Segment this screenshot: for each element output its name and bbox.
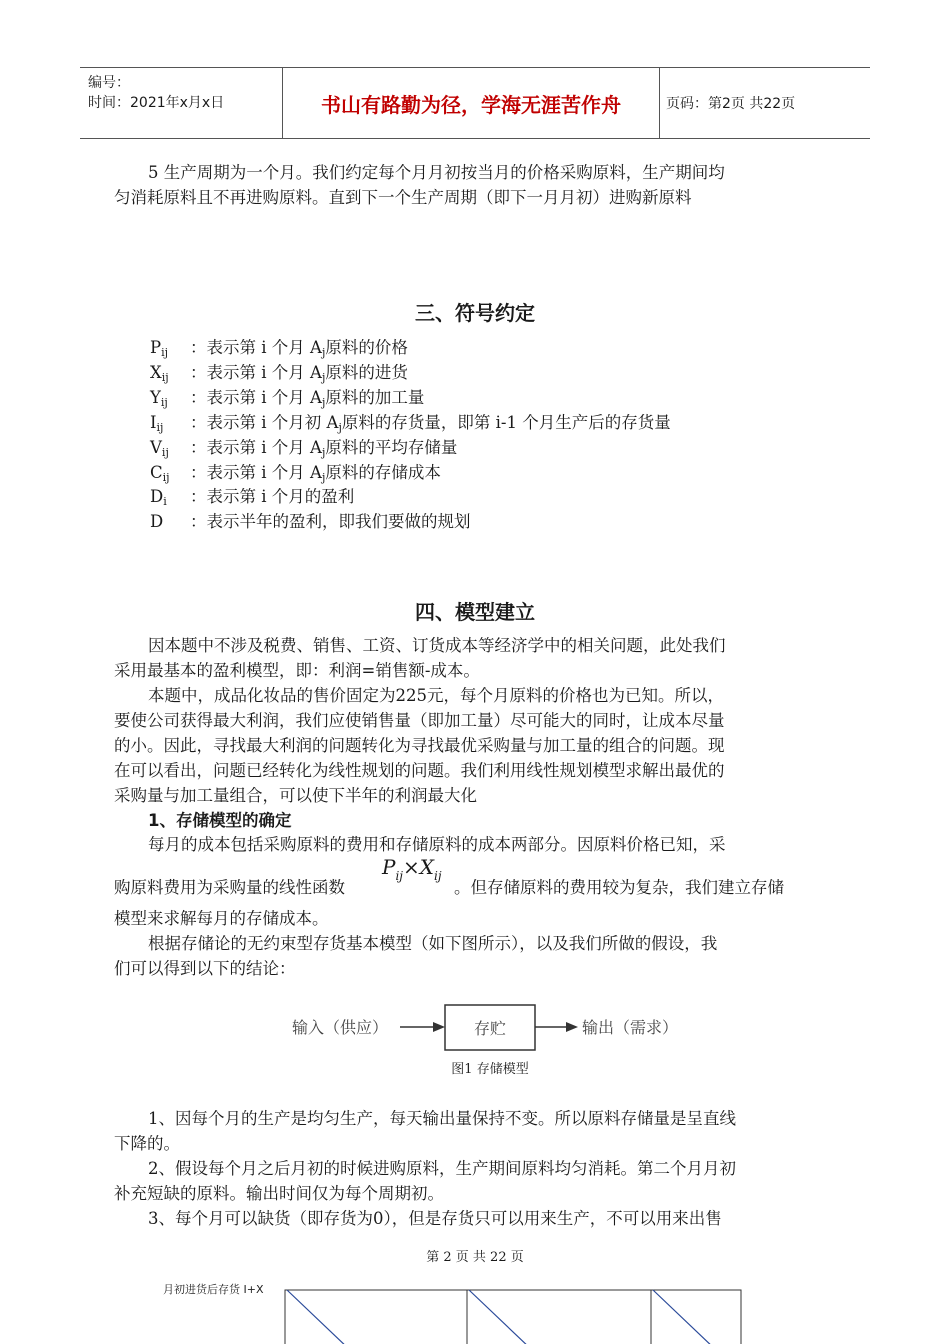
symbol-letter: P: [150, 338, 162, 357]
symbol-a-subscript: j: [321, 346, 326, 359]
symbol-desc: ：表示第 i 个月 A: [190, 388, 322, 407]
para3-line1: 每月的成本包括采购原料的费用和存储原料的成本两部分。因原料价格已知，采: [148, 835, 726, 854]
symbol-code: [150, 385, 190, 412]
subsection1-title: 1、存储模型的确定: [148, 811, 292, 830]
paragraph-line: 要使公司获得最大利润，我们应使销售量（即加工量）尽可能大的同时，让成本尽量: [114, 711, 725, 730]
number-label: 编号：: [88, 75, 130, 91]
symbol-subscript: ij: [161, 371, 169, 384]
formula-times: ×: [403, 855, 420, 879]
inventory-decline-line-2: [469, 1290, 532, 1344]
symbol-code: [150, 360, 190, 387]
paragraph-line: 本题中，成品化妆品的售价固定为225元，每个月原料的价格也为已知。所以，: [148, 686, 724, 705]
symbol-a-subscript: j: [321, 471, 326, 484]
symbol-letter: D: [150, 487, 164, 506]
page-footer: 第 2 页 共 22 页: [426, 1250, 524, 1265]
symbol-desc-rest: 原料的价格: [325, 338, 408, 357]
formula-p-sub: ij: [395, 869, 404, 883]
symbol-desc: ：表示第 i 个月 A: [190, 338, 322, 357]
assumption5-line1: 5 生产周期为一个月。我们约定每个月月初按当月的价格采购原料，生产期间均: [148, 163, 725, 182]
paragraph-line: 根据存储论的无约束型存货基本模型（如下图所示），以及我们所做的假设，我: [148, 934, 718, 953]
symbol-subscript: ij: [162, 471, 170, 484]
symbol-code: [150, 435, 190, 462]
symbol-row: [150, 509, 471, 536]
symbol-desc: ：表示半年的盈利，即我们要做的规划: [190, 512, 471, 531]
assumption5-line2: 匀消耗原料且不再进购原料。直到下一个生产周期（即下一月月初）进购新原料: [114, 188, 692, 207]
page-header: [80, 67, 870, 139]
formula-x: X: [419, 855, 435, 879]
inventory-chart-partial: [0, 1276, 950, 1344]
symbol-a-subscript: j: [321, 371, 326, 384]
diagram-output-label: 输出（需求）: [582, 1018, 679, 1037]
symbol-row: [150, 460, 441, 487]
formula-p: P: [382, 855, 396, 879]
section3-title: 三、符号约定: [415, 301, 535, 325]
paragraph-line: 采用最基本的盈利模型，即：利润=销售额-成本。: [114, 661, 480, 680]
symbol-desc-rest: 原料的存储成本: [325, 463, 441, 482]
paragraph-line: 采购量与加工量组合，可以使下半年的利润最大化: [114, 786, 477, 805]
symbol-a-subscript: j: [321, 396, 326, 409]
inventory-decline-line-1: [287, 1290, 350, 1344]
symbol-letter: Y: [150, 388, 161, 407]
para3-line2-pre: 购原料费用为采购量的线性函数: [114, 878, 345, 897]
paragraph-line: 3、每个月可以缺货（即存货为0），但是存货只可以用来生产，不可以用来出售: [148, 1209, 722, 1228]
symbol-letter: I: [150, 413, 157, 432]
symbol-letter: X: [150, 363, 162, 382]
symbol-subscript: ij: [156, 421, 164, 434]
paragraph-line: 们可以得到以下的结论：: [114, 959, 296, 978]
symbol-letter: D: [150, 512, 164, 531]
symbol-code: [150, 335, 190, 362]
diagram-input-label: 输入（供应）: [292, 1018, 389, 1037]
paragraph-line: 因本题中不涉及税费、销售、工资、订货成本等经济学中的相关问题，此处我们: [148, 636, 726, 655]
inventory-decline-line-3: [653, 1290, 716, 1344]
diagram-caption: 图1 存储模型: [451, 1062, 529, 1077]
symbol-desc: ：表示第 i 个月 A: [190, 438, 322, 457]
symbol-desc-rest: 原料的进货: [325, 363, 408, 382]
para3-line2-post: 。但存储原料的费用较为复杂，我们建立存储: [454, 878, 784, 897]
symbol-a-subscript: j: [321, 446, 326, 459]
paragraph-line: 下降的。: [114, 1134, 180, 1153]
symbol-row: [150, 335, 408, 362]
diagram-arrow-out-head: [566, 1022, 578, 1032]
symbol-letter: V: [150, 438, 162, 457]
symbol-row: [150, 410, 671, 437]
symbol-subscript: ij: [161, 446, 169, 459]
symbol-desc: ：表示第 i 个月 A: [190, 363, 322, 382]
symbol-letter: C: [150, 463, 163, 482]
storage-model-diagram: [0, 995, 950, 1085]
symbol-subscript: ij: [160, 396, 168, 409]
formula-pij-xij: [382, 855, 442, 883]
paragraph-line: 补充短缺的原料。输出时间仅为每个周期初。: [114, 1184, 444, 1203]
symbol-desc-rest: 原料的存货量，即第 i-1 个月生产后的存货量: [341, 413, 671, 432]
symbol-desc-rest: 原料的加工量: [325, 388, 425, 407]
paragraph-line: 2、假设每个月之后月初的时候进购原料，生产期间原料均匀消耗。第二个月月初: [148, 1159, 736, 1178]
header-page-label: 页码：第2页 共22页: [666, 96, 796, 112]
inventory-chart-frame: [285, 1290, 741, 1344]
symbol-row: [150, 360, 408, 387]
diagram-arrow-in-head: [433, 1022, 445, 1032]
section4-title: 四、模型建立: [415, 600, 535, 624]
header-motto: 书山有路勤为径，学海无涯苦作舟: [283, 68, 660, 138]
symbol-desc-rest: 原料的平均存储量: [325, 438, 458, 457]
inventory-chart-ylabel: 月初进货后存货 I+X: [163, 1283, 264, 1296]
symbol-subscript: i: [163, 495, 167, 508]
symbol-row: [150, 484, 354, 511]
paragraph-line: 在可以看出，问题已经转化为线性规划的问题。我们利用线性规划模型求解出最优的: [114, 761, 725, 780]
symbol-row: [150, 435, 457, 462]
symbol-code: [150, 484, 190, 511]
time-label: 时间：2021年x月x日: [88, 95, 225, 111]
header-meta: [80, 68, 283, 138]
formula-x-sub: ij: [434, 869, 442, 883]
symbol-code: [150, 460, 190, 487]
symbol-desc: ：表示第 i 个月初 A: [190, 413, 339, 432]
symbol-desc: ：表示第 i 个月 A: [190, 463, 322, 482]
diagram-box-label: 存贮: [473, 1019, 507, 1038]
symbol-code: [150, 410, 190, 437]
symbol-subscript: ij: [161, 346, 169, 359]
para3-line3: 模型来求解每月的存储成本。: [114, 909, 329, 928]
paragraph-line: 的小。因此，寻找最大利润的问题转化为寻找最优采购量与加工量的组合的问题。现: [114, 736, 725, 755]
symbol-row: [150, 385, 424, 412]
paragraph-line: 1、因每个月的生产是均匀生产，每天输出量保持不变。所以原料存储量是呈直线: [148, 1109, 736, 1128]
symbol-desc: ：表示第 i 个月的盈利: [190, 487, 355, 506]
symbol-code: [150, 509, 190, 536]
symbol-a-subscript: j: [338, 421, 342, 434]
